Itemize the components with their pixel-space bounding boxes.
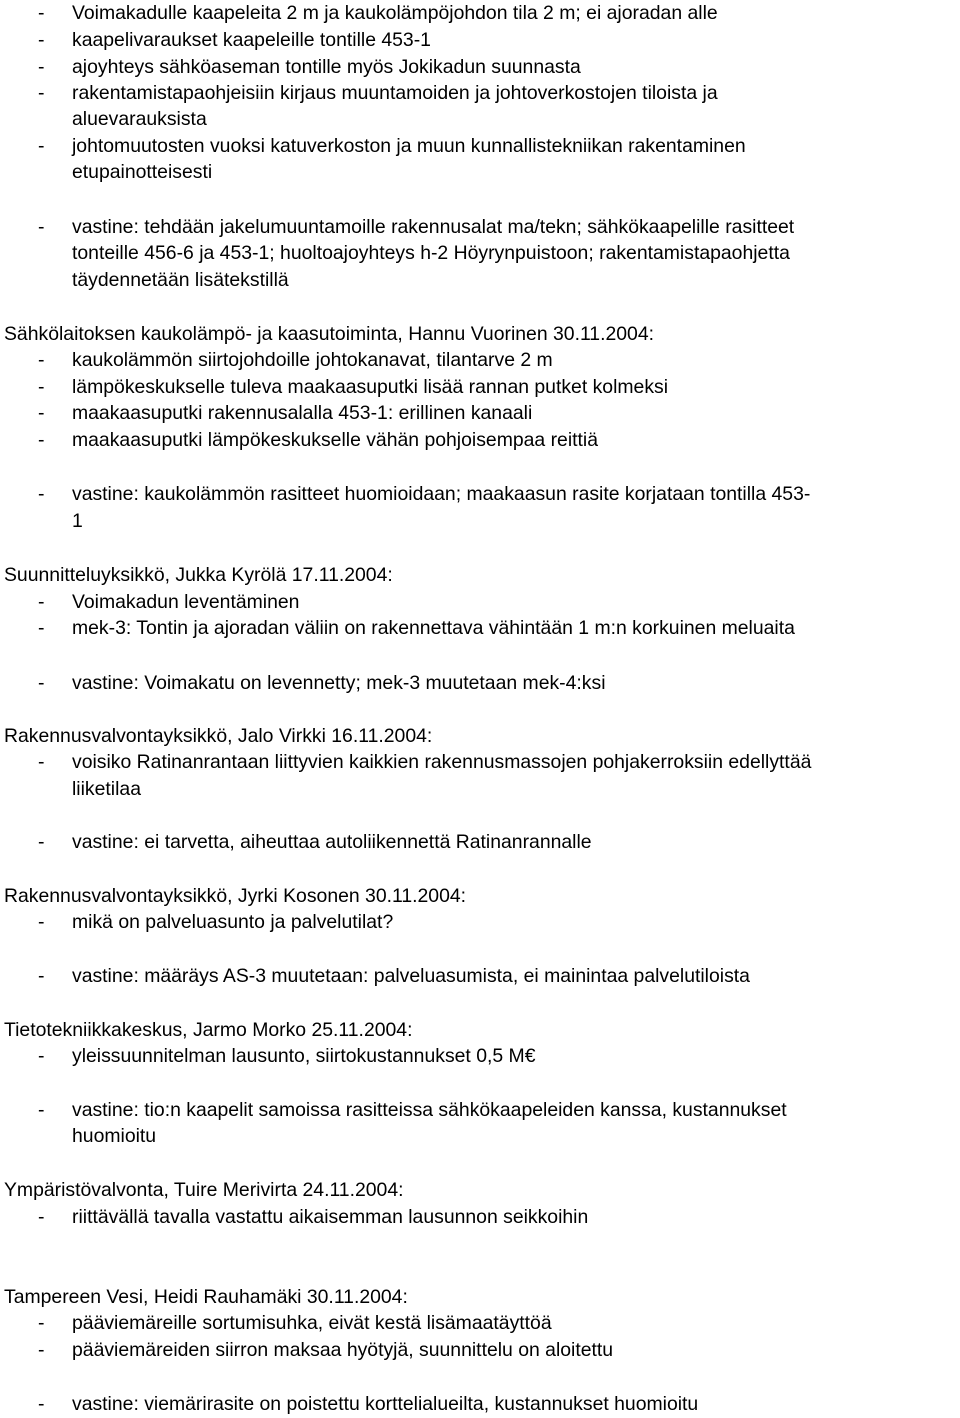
bullet-item bbox=[0, 829, 960, 855]
heading-text: Tampereen Vesi, Heidi Rauhamäki 30.11.2004: bbox=[4, 1286, 408, 1308]
bullet-continuation bbox=[0, 106, 960, 132]
item-text: voisiko Ratinanrantaan liittyvien kaikkien rakennusmassojen pohjakerroksiin edellyttää bbox=[72, 751, 812, 773]
item-text: täydennetään lisätekstillä bbox=[72, 269, 289, 291]
dash-bullet-icon: - bbox=[38, 429, 45, 451]
item-text: 1 bbox=[72, 510, 83, 532]
item-text: rakentamistapaohjeisiin kirjaus muuntamoiden ja johtoverkostojen tiloista ja bbox=[72, 82, 718, 104]
dash-bullet-icon: - bbox=[38, 216, 45, 238]
dash-bullet-icon: - bbox=[38, 1099, 45, 1121]
section-heading bbox=[0, 321, 960, 347]
item-text: liiketilaa bbox=[72, 778, 141, 800]
item-text: lämpökeskukselle tuleva maakaasuputki lisää rannan putket kolmeksi bbox=[72, 376, 669, 398]
item-text: johtomuutosten vuoksi katuverkoston ja muun kunnallistekniikan rakentaminen bbox=[72, 135, 746, 157]
dash-bullet-icon: - bbox=[38, 911, 45, 933]
bullet-item bbox=[0, 749, 960, 775]
bullet-item bbox=[0, 1391, 960, 1417]
item-text: vastine: tio:n kaapelit samoissa rasitteissa sähkökaapeleiden kanssa, kustannukset bbox=[72, 1099, 787, 1121]
dash-bullet-icon: - bbox=[38, 483, 45, 505]
dash-bullet-icon: - bbox=[38, 1339, 45, 1361]
heading-text: Suunnitteluyksikkö, Jukka Kyrölä 17.11.2004: bbox=[4, 564, 393, 586]
dash-bullet-icon: - bbox=[38, 1045, 45, 1067]
item-text: vastine: ei tarvetta, aiheuttaa autoliikennettä Ratinanrannalle bbox=[72, 831, 592, 853]
bullet-continuation bbox=[0, 159, 960, 185]
dash-bullet-icon: - bbox=[38, 1206, 45, 1228]
bullet-item bbox=[0, 1043, 960, 1069]
item-text: Voimakadulle kaapeleita 2 m ja kaukolämpöjohdon tila 2 m; ei ajoradan alle bbox=[72, 2, 718, 24]
heading-text: Ympäristövalvonta, Tuire Merivirta 24.11.2004: bbox=[4, 1179, 404, 1201]
bullet-item bbox=[0, 54, 960, 80]
item-text: mek-3: Tontin ja ajoradan väliin on rakennettava vähintään 1 m:n korkuinen meluaita bbox=[72, 617, 795, 639]
dash-bullet-icon: - bbox=[38, 349, 45, 371]
bullet-item bbox=[0, 347, 960, 373]
item-text: vastine: määräys AS-3 muutetaan: palveluasumista, ei mainintaa palvelutiloista bbox=[72, 965, 750, 987]
section-heading bbox=[0, 883, 960, 909]
bullet-item bbox=[0, 400, 960, 426]
dash-bullet-icon: - bbox=[38, 82, 45, 104]
item-text: aluevarauksista bbox=[72, 108, 207, 130]
dash-bullet-icon: - bbox=[38, 402, 45, 424]
item-text: Voimakadun leventäminen bbox=[72, 591, 300, 613]
heading-text: Rakennusvalvontayksikkö, Jyrki Kosonen 30.11.2004: bbox=[4, 885, 467, 907]
section-heading bbox=[0, 1177, 960, 1203]
heading-text: Rakennusvalvontayksikkö, Jalo Virkki 16.11.2004: bbox=[4, 725, 433, 747]
bullet-item bbox=[0, 374, 960, 400]
bullet-item bbox=[0, 1310, 960, 1336]
bullet-continuation bbox=[0, 267, 960, 293]
bullet-continuation bbox=[0, 240, 960, 266]
item-text: ajoyhteys sähköaseman tontille myös Jokikadun suunnasta bbox=[72, 56, 581, 78]
item-text: vastine: kaukolämmön rasitteet huomioidaan; maakaasun rasite korjataan tontilla 453- bbox=[72, 483, 811, 505]
item-text: riittävällä tavalla vastattu aikaisemman lausunnon seikkoihin bbox=[72, 1206, 589, 1228]
item-text: maakaasuputki rakennusalalla 453-1: erillinen kanaali bbox=[72, 402, 533, 424]
dash-bullet-icon: - bbox=[38, 2, 45, 24]
bullet-item bbox=[0, 133, 960, 159]
item-text: yleissuunnitelman lausunto, siirtokustannukset 0,5 M€ bbox=[72, 1045, 536, 1067]
item-text: kaapelivaraukset kaapeleille tontille 453-1 bbox=[72, 29, 431, 51]
dash-bullet-icon: - bbox=[38, 591, 45, 613]
item-text: vastine: tehdään jakelumuuntamoille rakennusalat ma/tekn; sähkökaapelille rasitteet bbox=[72, 216, 795, 238]
bullet-item bbox=[0, 0, 960, 26]
dash-bullet-icon: - bbox=[38, 1393, 45, 1415]
bullet-item bbox=[0, 670, 960, 696]
item-text: kaukolämmön siirtojohdoille johtokanavat, tilantarve 2 m bbox=[72, 349, 553, 371]
item-text: vastine: viemärirasite on poistettu korttelialueilta, kustannukset huomioitu bbox=[72, 1393, 699, 1415]
bullet-item bbox=[0, 589, 960, 615]
bullet-item bbox=[0, 615, 960, 641]
item-text: vastine: Voimakatu on levennetty; mek-3 muutetaan mek-4:ksi bbox=[72, 672, 606, 694]
bullet-item bbox=[0, 427, 960, 453]
bullet-item bbox=[0, 80, 960, 106]
heading-text: Tietotekniikkakeskus, Jarmo Morko 25.11.2004: bbox=[4, 1019, 413, 1041]
bullet-continuation bbox=[0, 508, 960, 534]
bullet-item bbox=[0, 1204, 960, 1230]
dash-bullet-icon: - bbox=[38, 29, 45, 51]
section-heading bbox=[0, 562, 960, 588]
bullet-item bbox=[0, 1097, 960, 1123]
item-text: mikä on palveluasunto ja palvelutilat? bbox=[72, 911, 394, 933]
dash-bullet-icon: - bbox=[38, 617, 45, 639]
item-text: huomioitu bbox=[72, 1125, 157, 1147]
section-heading bbox=[0, 1017, 960, 1043]
bullet-item bbox=[0, 1337, 960, 1363]
heading-text: Sähkölaitoksen kaukolämpö- ja kaasutoiminta, Hannu Vuorinen 30.11.2004: bbox=[4, 323, 655, 345]
bullet-item bbox=[0, 27, 960, 53]
dash-bullet-icon: - bbox=[38, 1312, 45, 1334]
item-text: etupainotteisesti bbox=[72, 161, 213, 183]
item-text: pääviemäreille sortumisuhka, eivät kestä lisämaatäyttöä bbox=[72, 1312, 552, 1334]
item-text: pääviemäreiden siirron maksaa hyötyjä, suunnittelu on aloitettu bbox=[72, 1339, 614, 1361]
dash-bullet-icon: - bbox=[38, 965, 45, 987]
bullet-continuation bbox=[0, 1123, 960, 1149]
dash-bullet-icon: - bbox=[38, 376, 45, 398]
item-text: tonteille 456-6 ja 453-1; huoltoajoyhteys h-2 Höyrynpuistoon; rakentamistapaohjetta bbox=[72, 242, 790, 264]
dash-bullet-icon: - bbox=[38, 672, 45, 694]
section-heading bbox=[0, 723, 960, 749]
item-text: maakaasuputki lämpökeskukselle vähän pohjoisempaa reittiä bbox=[72, 429, 598, 451]
bullet-item bbox=[0, 214, 960, 240]
bullet-item bbox=[0, 909, 960, 935]
bullet-item bbox=[0, 963, 960, 989]
section-heading bbox=[0, 1284, 960, 1310]
dash-bullet-icon: - bbox=[38, 135, 45, 157]
bullet-item bbox=[0, 481, 960, 507]
dash-bullet-icon: - bbox=[38, 56, 45, 78]
dash-bullet-icon: - bbox=[38, 831, 45, 853]
dash-bullet-icon: - bbox=[38, 751, 45, 773]
bullet-continuation bbox=[0, 776, 960, 802]
